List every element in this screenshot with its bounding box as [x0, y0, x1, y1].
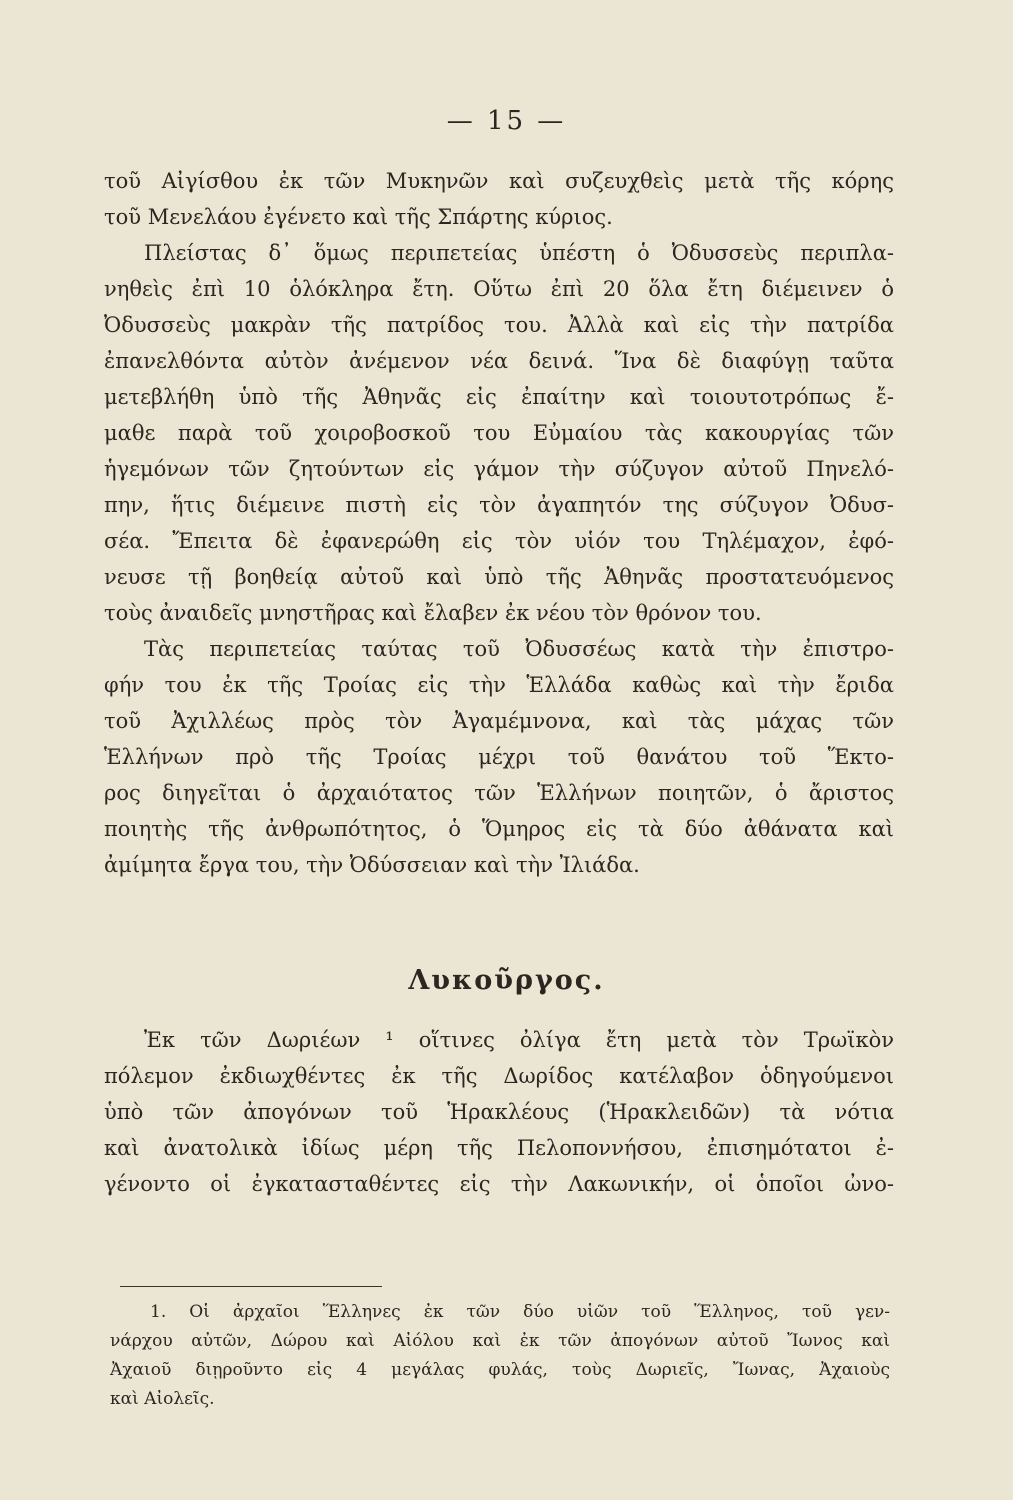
footnote: [110, 1298, 890, 1414]
page-number: — 15 —: [446, 106, 567, 136]
text-line: ποιητὴς τῆς ἀνθρωπότητος, ὁ Ὅμηρος εἰς τὰ δύο ἀθάνατα καὶ: [104, 817, 894, 841]
text-line: καὶ ἀνατολικὰ ἰδίως μέρη τῆς Πελοποννήσου, ἐπισημότατοι ἐ-: [104, 1136, 894, 1160]
text-line: ρος διηγεῖται ὁ ἀρχαιότατος τῶν Ἑλλήνων ποιητῶν, ὁ ἄριστος: [104, 781, 894, 805]
footnote-line: καὶ Αἰολεῖς.: [110, 1389, 215, 1409]
text-line: σέα. Ἔπειτα δὲ ἐφανερώθη εἰς τὸν υἱόν του Τηλέμαχον, ἐφό-: [104, 529, 894, 553]
text-line: Τὰς περιπετείας ταύτας τοῦ Ὀδυσσέως κατὰ τὴν ἐπιστρο-: [144, 637, 894, 661]
text-line: τοὺς ἀναιδεῖς μνηστῆρας καὶ ἔλαβεν ἐκ νέου τὸν θρόνον του.: [104, 601, 762, 625]
footnote-line: νάρχου αὐτῶν, Δώρου καὶ Αἰόλου καὶ ἐκ τῶν ἀπογόνων αὐτοῦ Ἴωνος καὶ: [110, 1331, 890, 1351]
text-line: τοῦ Αἰγίσθου ἐκ τῶν Μυκηνῶν καὶ συζευχθεὶς μετὰ τῆς κόρης: [104, 169, 894, 193]
text-line: νευσε τῇ βοηθείᾳ αὐτοῦ καὶ ὑπὸ τῆς Ἀθηνᾶς προστατευόμενος: [104, 565, 894, 589]
text-line: ἡγεμόνων τῶν ζητούντων εἰς γάμον τὴν σύζυγον αὐτοῦ Πηνελό-: [104, 457, 894, 481]
text-line: ἐπανελθόντα αὐτὸν ἀνέμενον νέα δεινά. Ἵνα δὲ διαφύγῃ ταῦτα: [104, 349, 894, 373]
body-text-lycurgus: [104, 1022, 894, 1202]
text-line: γένοντο οἱ ἐγκατασταθέντες εἰς τὴν Λακωνικήν, οἱ ὁποῖοι ὠνο-: [104, 1172, 894, 1196]
footnote-line: 1. Οἱ ἀρχαῖοι Ἕλληνες ἐκ τῶν δύο υἱῶν τοῦ Ἕλληνος, τοῦ γεν-: [150, 1302, 890, 1322]
text-line: τοῦ Ἀχιλλέως πρὸς τὸν Ἀγαμέμνονα, καὶ τὰς μάχας τῶν: [104, 709, 894, 733]
text-line: ὑπὸ τῶν ἀπογόνων τοῦ Ἡρακλέους (Ἡρακλειδῶν) τὰ νότια: [104, 1100, 894, 1124]
footnote-line: Ἀχαιοῦ διῃροῦντο εἰς 4 μεγάλας φυλάς, τοὺς Δωριεῖς, Ἴωνας, Ἀχαιοὺς: [110, 1360, 890, 1380]
text-line: Ἑλλήνων πρὸ τῆς Τροίας μέχρι τοῦ θανάτου τοῦ Ἕκτο-: [104, 745, 894, 769]
text-line: ἀμίμητα ἔργα του, τὴν Ὀδύσσειαν καὶ τὴν Ἰλιάδα.: [104, 853, 640, 877]
text-line: νηθεὶς ἐπὶ 10 ὁλόκληρα ἔτη. Οὕτω ἐπὶ 20 ὅλα ἔτη διέμεινεν ὁ: [104, 277, 894, 301]
section-heading: Λυκοῦργος.: [408, 965, 605, 996]
body-text-odysseus: [104, 163, 894, 883]
text-line: τοῦ Μενελάου ἐγένετο καὶ τῆς Σπάρτης κύριος.: [104, 205, 613, 229]
text-line: Πλείστας δ᾿ ὅμως περιπετείας ὑπέστη ὁ Ὀδυσσεὺς περιπλα-: [144, 241, 894, 265]
text-line: Ὀδυσσεὺς μακρὰν τῆς πατρίδος του. Ἀλλὰ καὶ εἰς τὴν πατρίδα: [104, 313, 894, 337]
text-line: μετεβλήθη ὑπὸ τῆς Ἀθηνᾶς εἰς ἐπαίτην καὶ τοιουτοτρόπως ἔ-: [104, 385, 894, 409]
text-line: πόλεμον ἐκδιωχθέντες ἐκ τῆς Δωρίδος κατέλαβον ὁδηγούμενοι: [104, 1064, 894, 1088]
text-line: πην, ἥτις διέμεινε πιστὴ εἰς τὸν ἀγαπητόν της σύζυγον Ὀδυσ-: [104, 493, 894, 517]
footnote-divider: [120, 1286, 382, 1287]
text-line: μαθε παρὰ τοῦ χοιροβοσκοῦ του Εὐμαίου τὰς κακουργίας τῶν: [104, 421, 894, 445]
text-line: φήν του ἐκ τῆς Τροίας εἰς τὴν Ἑλλάδα καθὼς καὶ τὴν ἔριδα: [104, 673, 894, 697]
text-line: Ἐκ τῶν Δωριέων ¹ οἵτινες ὀλίγα ἔτη μετὰ τὸν Τρωϊκὸν: [144, 1028, 894, 1052]
